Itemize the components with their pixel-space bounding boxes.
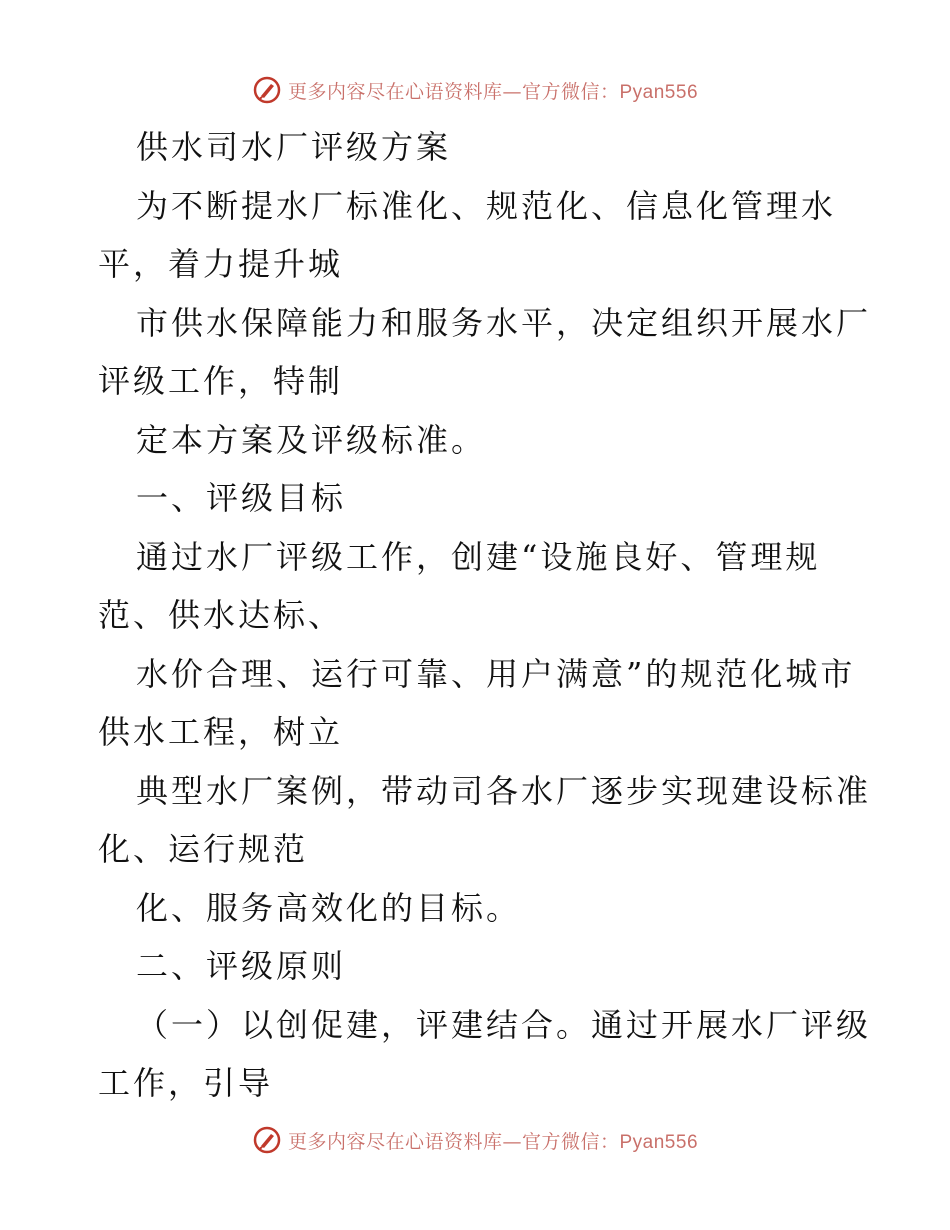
banner-label: 更多内容尽在心语资料库—官方微信： [287,1130,620,1153]
wechat-id: Pyan556 [619,1131,699,1153]
text-line: 市供水保障能力和服务水平，决定组织开展水厂 [136,303,872,342]
text-line: （一）以创促建，评建结合。通过开展水厂评级 [136,1005,872,1044]
header-banner [0,70,950,110]
text-line: 典型水厂案例，带动司各水厂逐步实现建设标准 [136,771,872,810]
text-line: 水价合理、运行可靠、用户满意”的规范化城市 [136,654,856,693]
text-line: 工作，引导 [98,1064,274,1102]
text-line: 为不断提水厂标准化、规范化、信息化管理水 [136,186,837,225]
document-body [98,118,872,1113]
banner-text [288,77,698,104]
text-line: 二、评级原则 [136,947,347,985]
text-line: 通过水厂评级工作，创建“设施良好、管理规 [136,537,821,576]
brush-logo-icon [252,1125,282,1155]
brush-logo-icon [252,75,282,105]
text-line: 评级工作，特制 [98,362,344,400]
text-line: 供水司水厂评级方案 [136,128,452,166]
text-line: 供水工程，树立 [98,713,344,751]
text-line: 定本方案及评级标准。 [136,420,487,459]
wechat-id: Pyan556 [619,81,699,103]
banner-text [288,1127,698,1154]
text-line: 范、供水达标、 [98,596,344,634]
text-line: 化、服务高效化的目标。 [136,888,522,927]
text-line: 一、评级目标 [136,479,347,517]
banner-label: 更多内容尽在心语资料库—官方微信： [287,80,620,103]
text-line: 平，着力提升城 [98,245,344,283]
footer-banner [0,1120,950,1160]
text-line: 化、运行规范 [98,830,309,868]
